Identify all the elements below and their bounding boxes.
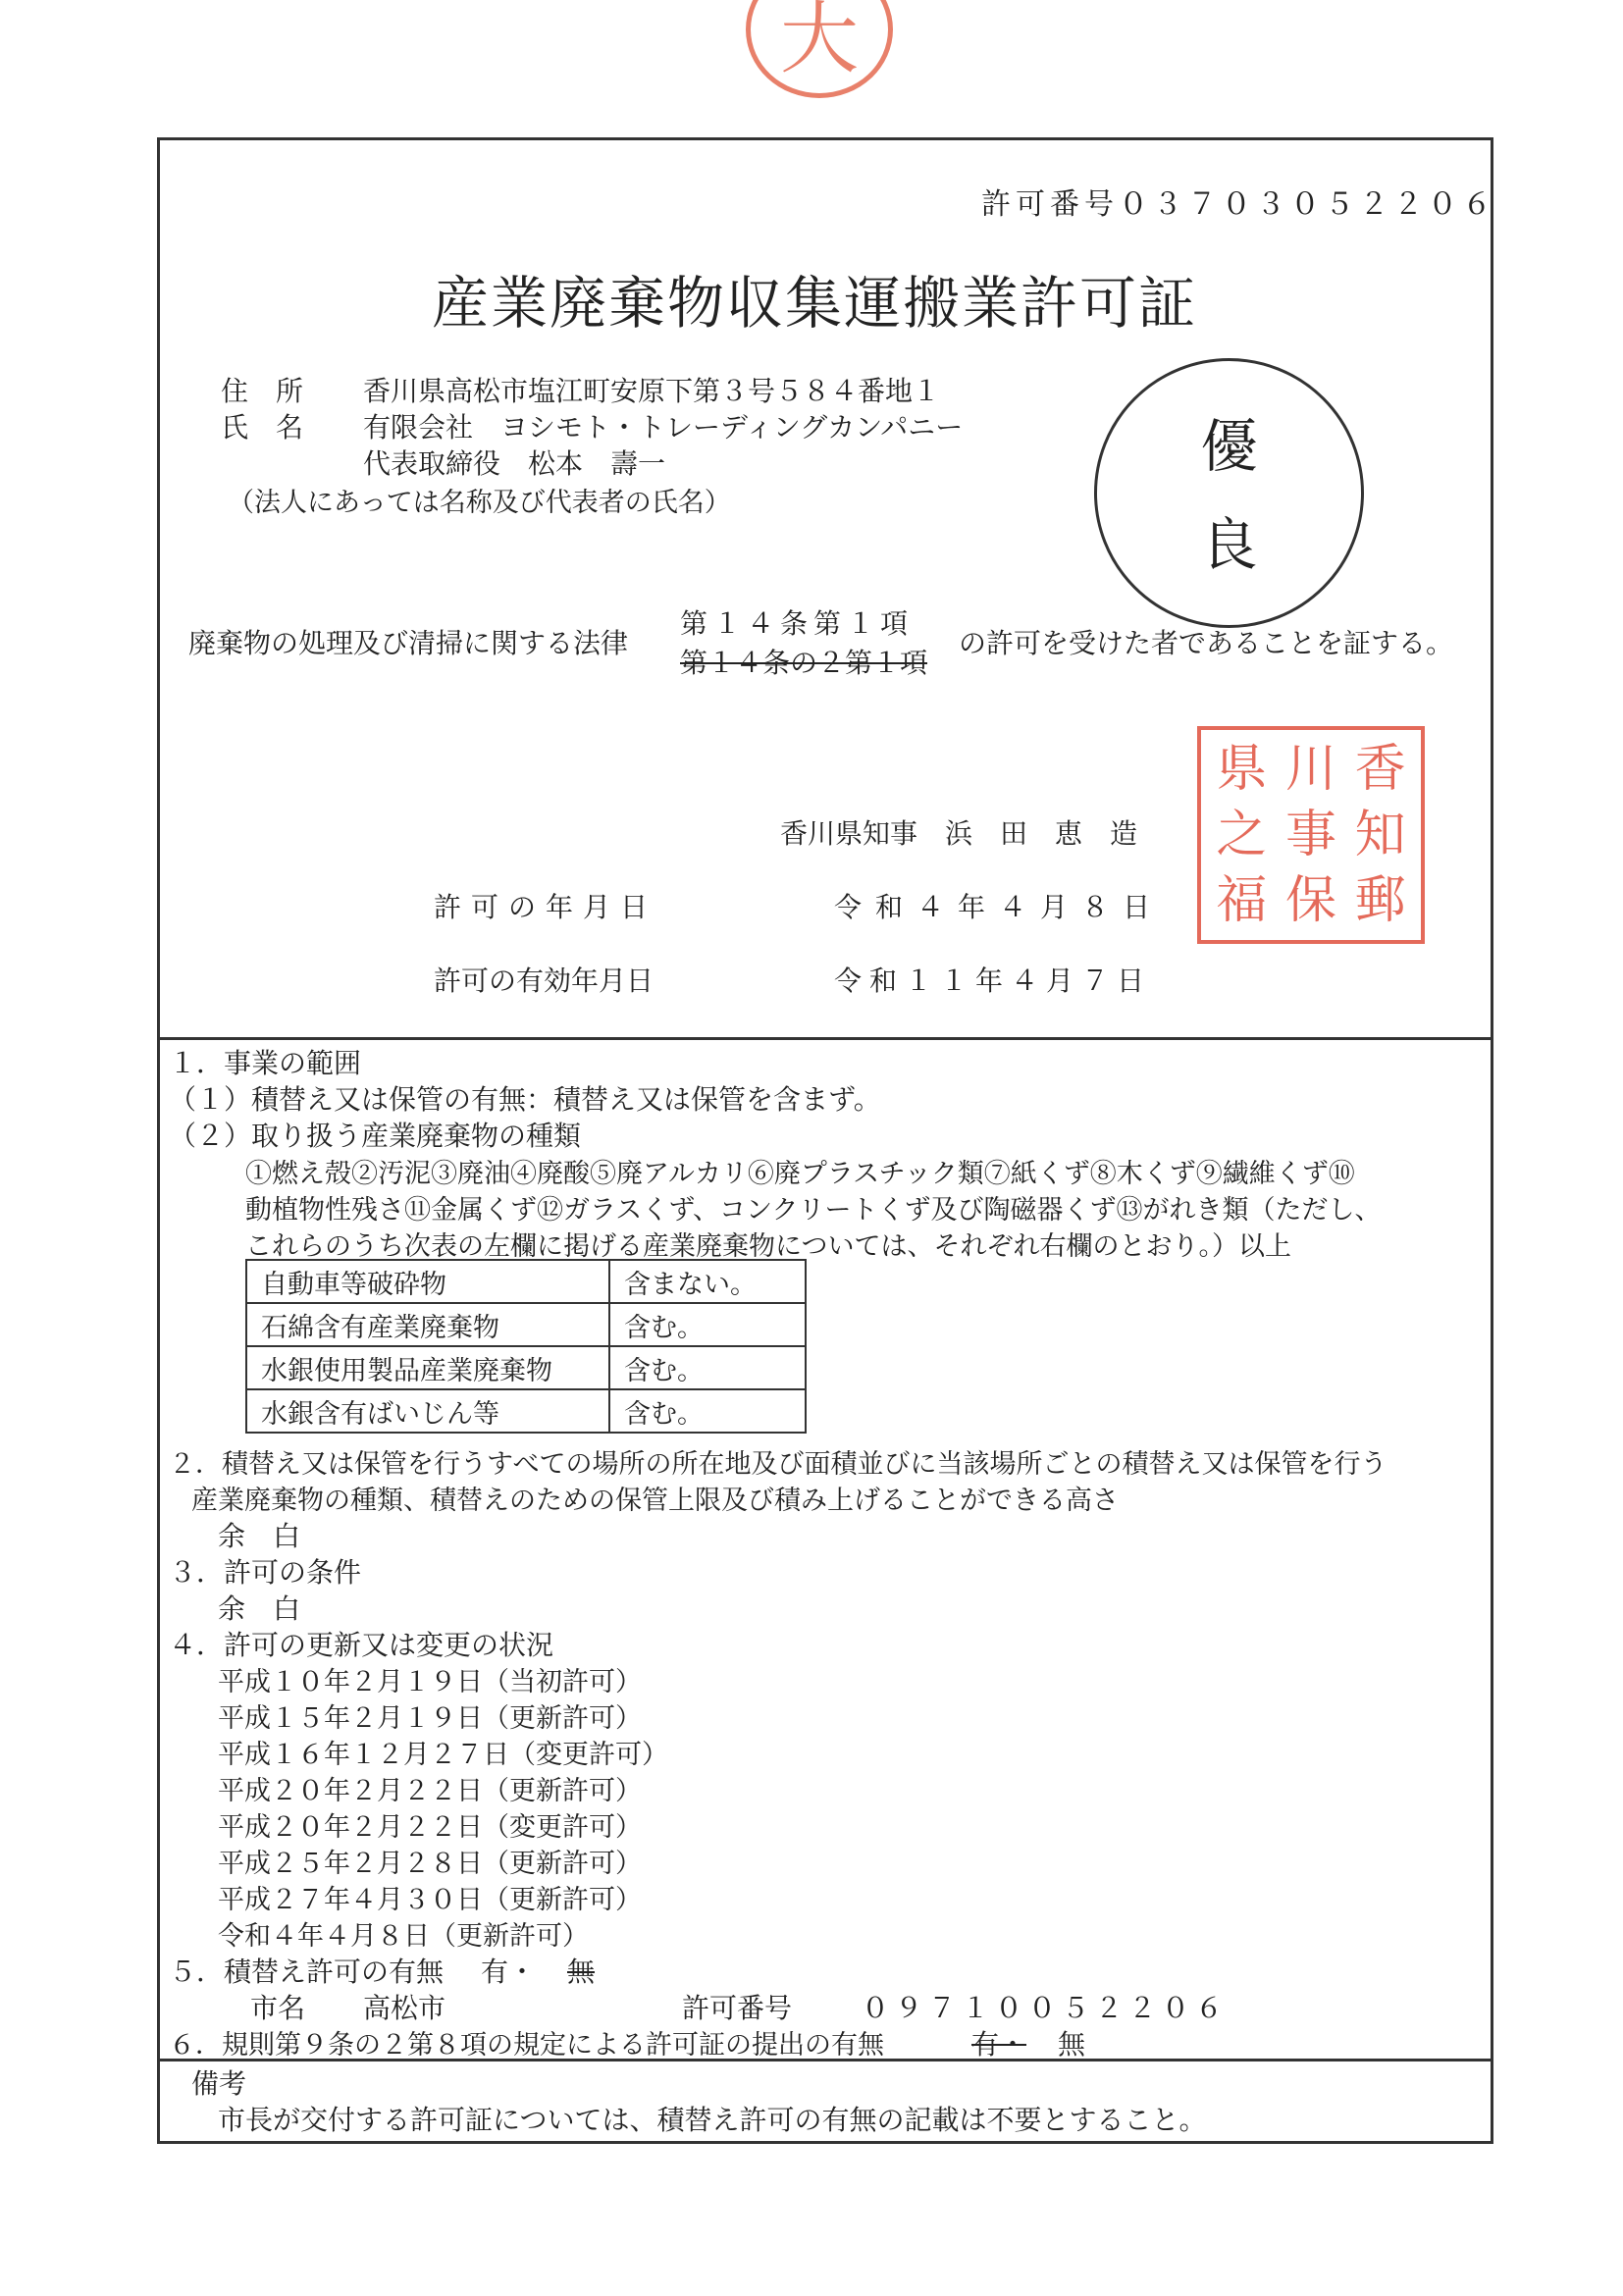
excellent-mark-line1: 優 bbox=[1200, 413, 1258, 480]
address-value: 香川県高松市塩江町安原下第３号５８４番地１ bbox=[363, 375, 941, 407]
section-5-permit-no: ０９７１００５２２０６ bbox=[862, 1992, 1230, 2024]
waste-types-line-2: 動植物性残さ⑪金属くず⑫ガラスくず、コンクリートくず及び陶磁器くず⑬がれき類（ただし、 bbox=[245, 1195, 1382, 1226]
section-2-value: 余 白 bbox=[218, 1520, 301, 1552]
governor-name: 香川県知事 浜 田 恵 造 bbox=[780, 817, 1138, 850]
history-item: 平成１０年２月１９日（当初許可） bbox=[218, 1667, 642, 1697]
page-title: 産業廃棄物収集運搬業許可証 bbox=[432, 270, 1198, 337]
table-cell: 含む。 bbox=[609, 1389, 806, 1433]
section-6-no: 無 bbox=[1058, 2028, 1086, 2061]
representative-name: 代表取締役 松本 壽一 bbox=[363, 447, 666, 480]
section-4-title: ４．許可の更新又は変更の状況 bbox=[169, 1629, 554, 1661]
waste-types-line-1: ①燃え殻②汚泥③廃油④廃酸⑤廃アルカリ⑥廃プラスチック類⑦紙くず⑧木くず⑨繊維くず⑩ bbox=[245, 1159, 1355, 1189]
table-cell: 石綿含有産業廃棄物 bbox=[246, 1303, 609, 1346]
seal-char: 事 bbox=[1284, 805, 1336, 864]
waste-inclusion-table bbox=[245, 1259, 807, 1434]
waste-types-line-3: これらのうち次表の左欄に掲げる産業廃棄物については、それぞれ右欄のとおり。）以上 bbox=[245, 1231, 1291, 1262]
section-5-yes: 有・ bbox=[481, 1956, 537, 1988]
history-item: 平成２０年２月２２日（変更許可） bbox=[218, 1812, 642, 1843]
seal-char: 保 bbox=[1284, 871, 1336, 931]
permit-number: 許可番号０３７０３０５２２０６ bbox=[981, 187, 1496, 222]
excellent-mark bbox=[1094, 358, 1364, 628]
remarks-label: 備考 bbox=[191, 2067, 247, 2100]
table-row bbox=[246, 1260, 806, 1303]
seal-char: 知 bbox=[1354, 805, 1406, 864]
table-cell: 水銀含有ばいじん等 bbox=[246, 1389, 609, 1433]
history-item: 平成２０年２月２２日（更新許可） bbox=[218, 1776, 642, 1806]
name-label: 氏 名 bbox=[221, 411, 304, 444]
company-name: 有限会社 ヨシモト・トレーディングカンパニー bbox=[363, 411, 964, 444]
section-5-no-struck: 無 bbox=[567, 1956, 596, 1988]
table-cell: 含まない。 bbox=[609, 1260, 806, 1303]
seal-char: 福 bbox=[1216, 871, 1268, 931]
section-1-title: １．事業の範囲 bbox=[169, 1047, 362, 1079]
seal-char: 県 bbox=[1216, 739, 1268, 799]
history-item: 平成２７年４月３０日（更新許可） bbox=[218, 1885, 642, 1915]
section-3-value: 余 白 bbox=[218, 1592, 301, 1625]
governor-seal-stamp bbox=[1197, 726, 1425, 944]
section-6-text: ６．規則第９条の２第８項の規定による許可証の提出の有無 bbox=[169, 2030, 884, 2061]
section-2-line-2: 産業廃棄物の種類、積替えのための保管上限及び積み上げることができる高さ bbox=[191, 1486, 1119, 1516]
section-5-city: 高松市 bbox=[363, 1992, 446, 2024]
table-cell: 含む。 bbox=[609, 1346, 806, 1389]
top-seal-glyph: 大 bbox=[780, 0, 859, 84]
section-5-title: ５．積替え許可の有無 bbox=[169, 1956, 445, 1988]
table-row bbox=[246, 1303, 806, 1346]
seal-char: 川 bbox=[1284, 739, 1336, 799]
section-6-yes-struck: 有・ bbox=[971, 2028, 1027, 2061]
article-struck: 第１４条の２第１項 bbox=[680, 647, 928, 679]
valid-until-date: 令和１１年４月７日 bbox=[834, 965, 1153, 997]
table-row bbox=[246, 1389, 806, 1433]
section-1-1: （１）積替え又は保管の有無：積替え又は保管を含まず。 bbox=[169, 1083, 881, 1116]
law-text: 廃棄物の処理及び清掃に関する法律 bbox=[188, 627, 629, 659]
table-cell: 含む。 bbox=[609, 1303, 806, 1346]
law-suffix: の許可を受けた者であることを証する。 bbox=[959, 627, 1454, 659]
section-3-title: ３．許可の条件 bbox=[169, 1556, 362, 1589]
table-row bbox=[246, 1346, 806, 1389]
table-cell: 自動車等破砕物 bbox=[246, 1260, 609, 1303]
history-item: 令和４年４月８日（更新許可） bbox=[218, 1921, 589, 1952]
section-2-line-1: ２．積替え又は保管を行うすべての場所の所在地及び面積並びに当該場所ごとの積替え又は保管を行う bbox=[169, 1449, 1387, 1480]
seal-char: 香 bbox=[1354, 739, 1406, 799]
article-active: 第１４条第１項 bbox=[680, 607, 915, 640]
valid-until-label: 許可の有効年月日 bbox=[434, 965, 654, 997]
history-item: 平成２５年２月２８日（更新許可） bbox=[218, 1849, 642, 1879]
remarks-text: 市長が交付する許可証については、積替え許可の有無の記載は不要とすること。 bbox=[218, 2104, 1207, 2136]
seal-char: 之 bbox=[1216, 805, 1268, 864]
section-5-permit-label: 許可番号 bbox=[682, 1992, 793, 2024]
name-note: （法人にあっては名称及び代表者の氏名） bbox=[228, 488, 731, 518]
permit-date: 令和４年４月８日 bbox=[834, 891, 1165, 923]
top-seal-stamp bbox=[746, 0, 893, 98]
history-item: 平成１５年２月１９日（更新許可） bbox=[218, 1703, 642, 1734]
section-1-2: （２）取り扱う産業廃棄物の種類 bbox=[169, 1120, 582, 1152]
section-5-city-label: 市名 bbox=[250, 1992, 306, 2024]
permit-date-label: 許可の年月日 bbox=[434, 891, 658, 923]
excellent-mark-line2: 良 bbox=[1200, 511, 1258, 578]
table-cell: 水銀使用製品産業廃棄物 bbox=[246, 1346, 609, 1389]
history-item: 平成１６年１２月２７日（変更許可） bbox=[218, 1740, 668, 1770]
address-label: 住 所 bbox=[221, 375, 304, 407]
seal-char: 郵 bbox=[1354, 871, 1406, 931]
